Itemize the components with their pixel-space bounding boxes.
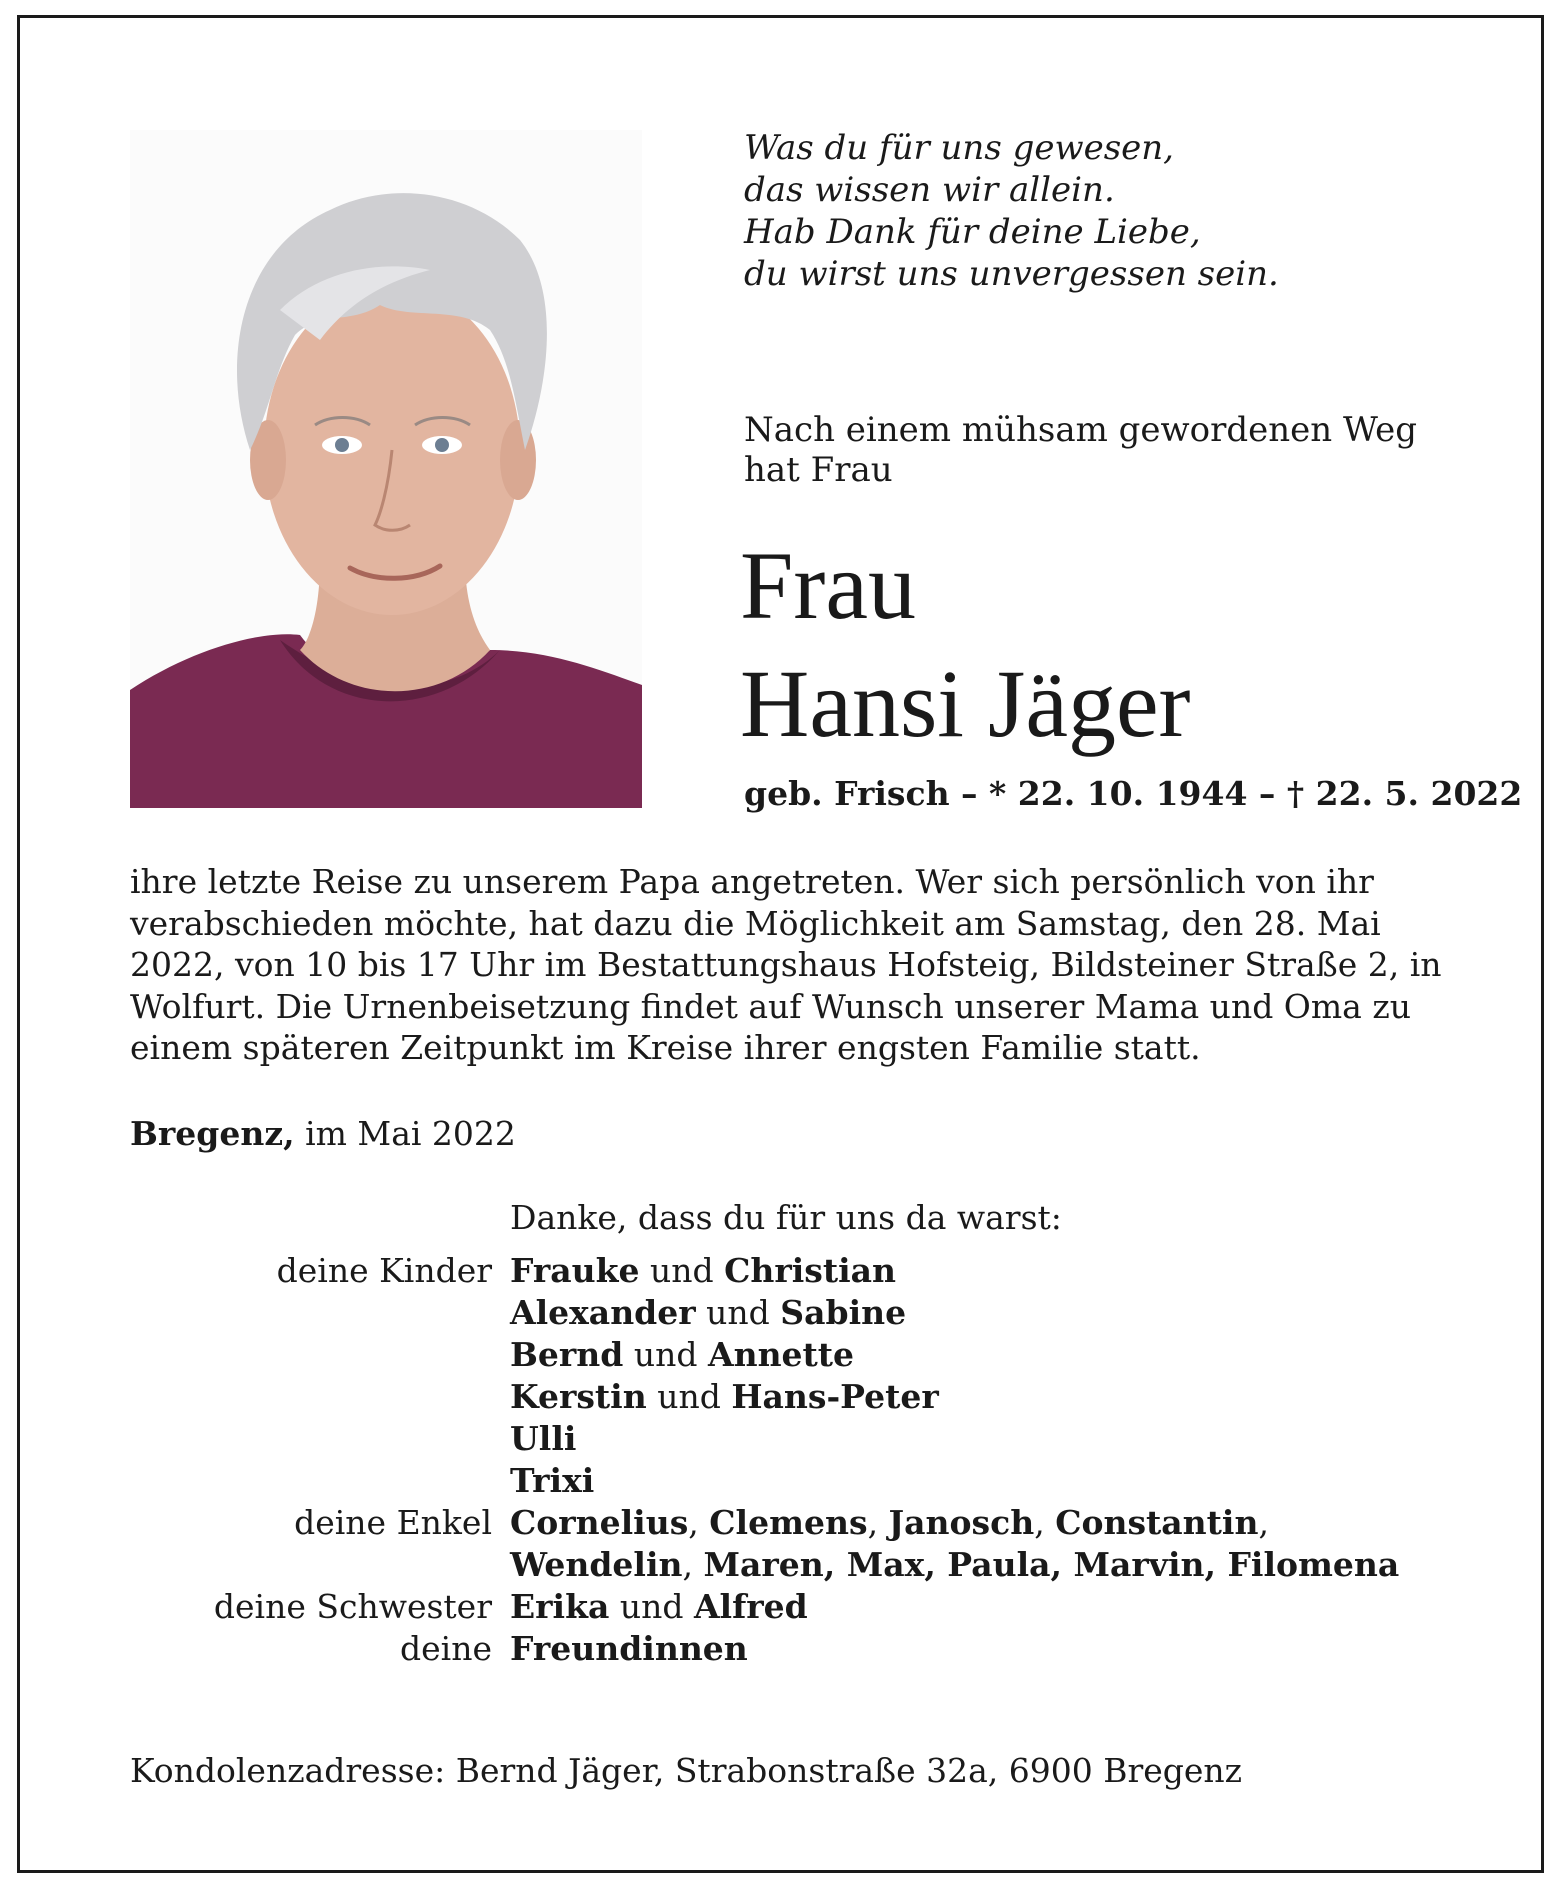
family-member-name: Hans-Peter: [731, 1377, 939, 1416]
family-member-name: Alfred: [693, 1587, 808, 1626]
family-member-name: Sabine: [780, 1293, 907, 1332]
announcement-line: 2022, von 10 bis 17 Uhr im Bestattungshaus Hofsteig, Bildsteiner Straße 2, in: [130, 945, 1442, 984]
poem-line: du wirst uns unvergessen sein.: [744, 254, 1279, 294]
poem: [744, 127, 1279, 295]
family-member-name: Trixi: [510, 1461, 595, 1500]
poem-line: Was du für uns gewesen,: [744, 128, 1174, 168]
family-names: [510, 1250, 896, 1292]
intro-line: hat Frau: [744, 450, 893, 490]
family-member-name: Frauke: [510, 1251, 640, 1290]
family-member-name: Erika: [510, 1587, 610, 1626]
family-connector: und: [695, 1293, 781, 1332]
announcement-line: einem späteren Zeitpunkt im Kreise ihrer engsten Familie statt.: [130, 1028, 1201, 1067]
family-relation-label: deine: [400, 1629, 492, 1668]
name-full: Hansi Jäger: [740, 650, 1191, 757]
poem-line: Hab Dank für deine Liebe,: [744, 212, 1201, 252]
birth-death-dates: geb. Frisch – * 22. 10. 1944 – † 22. 5. 2022: [744, 774, 1523, 813]
condolence-address: Kondolenzadresse: Bernd Jäger, Strabonstraße 32a, 6900 Bregenz: [130, 1751, 1243, 1790]
thanks-line: Danke, dass du für uns da warst:: [510, 1198, 1062, 1237]
family-connector: und: [646, 1377, 732, 1416]
family-member-name: Christian: [724, 1251, 897, 1290]
family-relation-label: [130, 1376, 510, 1418]
family-member-name: Bernd: [510, 1335, 624, 1374]
portrait-illustration: [130, 130, 642, 808]
family-relation-label: [130, 1544, 510, 1586]
family-member-name: Cornelius: [510, 1503, 689, 1542]
announcement-line: ihre letzte Reise zu unserem Papa angetreten. Wer sich persönlich von ihr: [130, 862, 1374, 901]
announcement-line: Wolfurt. Die Urnenbeisetzung findet auf Wunsch unserer Mama und Oma zu: [130, 986, 1411, 1026]
announcement-text: [130, 861, 1440, 1069]
family-member-name: Janosch: [888, 1503, 1035, 1542]
family-row: [130, 1292, 1480, 1334]
family-relation-label: [130, 1334, 510, 1376]
family-row: [130, 1544, 1480, 1586]
family-names: [510, 1586, 808, 1628]
family-relation-label: deine Schwester: [213, 1587, 492, 1626]
family-connector: ,: [867, 1503, 889, 1542]
poem-line: das wissen wir allein.: [744, 170, 1115, 210]
family-connector: ,: [682, 1545, 704, 1584]
family-names: [510, 1628, 748, 1670]
family-member-name: Constantin: [1055, 1503, 1259, 1542]
family-names: [510, 1376, 939, 1418]
family-row: [130, 1460, 1480, 1502]
intro-text: [744, 410, 1417, 490]
place-date: im Mai 2022: [294, 1114, 516, 1153]
family-connector: und: [639, 1251, 725, 1290]
deceased-name: [740, 527, 1191, 763]
family-names: [510, 1544, 1399, 1586]
family-member-name: Wendelin: [510, 1545, 683, 1584]
family-row: [130, 1376, 1480, 1418]
family-row: [130, 1334, 1480, 1376]
family-names: [510, 1460, 594, 1502]
family-member-name: Maren, Max, Paula, Marvin, Filomena: [703, 1545, 1400, 1584]
family-relation-label: [130, 1418, 510, 1460]
family-connector: ,: [1258, 1503, 1269, 1542]
family-member-name: Ulli: [510, 1419, 577, 1458]
family-member-name: Kerstin: [510, 1377, 647, 1416]
family-row: [130, 1628, 1480, 1670]
family-row: [130, 1586, 1480, 1628]
family-names: [510, 1334, 854, 1376]
announcement-line: verabschieden möchte, hat dazu die Möglichkeit am Samstag, den 28. Mai: [130, 903, 1381, 943]
family-member-name: Freundinnen: [510, 1629, 748, 1668]
family-connector: und: [623, 1335, 708, 1374]
family-row: [130, 1502, 1480, 1544]
family-list: [130, 1250, 1480, 1670]
family-names: [510, 1502, 1269, 1544]
family-row: [130, 1418, 1480, 1460]
place-city: Bregenz,: [130, 1114, 295, 1153]
family-connector: und: [609, 1587, 694, 1626]
family-row: [130, 1250, 1480, 1292]
family-relation-label: [130, 1460, 510, 1502]
family-relation-label: deine Enkel: [294, 1503, 492, 1542]
family-member-name: Annette: [707, 1335, 855, 1374]
family-connector: ,: [1034, 1503, 1056, 1542]
family-connector: ,: [688, 1503, 710, 1542]
place-and-date: [130, 1114, 516, 1154]
family-names: [510, 1292, 906, 1334]
family-names: [510, 1418, 576, 1460]
portrait-photo: [130, 130, 642, 808]
name-salutation: Frau: [740, 532, 916, 639]
family-relation-label: deine Kinder: [276, 1251, 492, 1290]
family-relation-label: [130, 1292, 510, 1334]
family-member-name: Alexander: [510, 1293, 696, 1332]
family-member-name: Clemens: [709, 1503, 868, 1542]
intro-line: Nach einem mühsam gewordenen Weg: [744, 410, 1418, 450]
